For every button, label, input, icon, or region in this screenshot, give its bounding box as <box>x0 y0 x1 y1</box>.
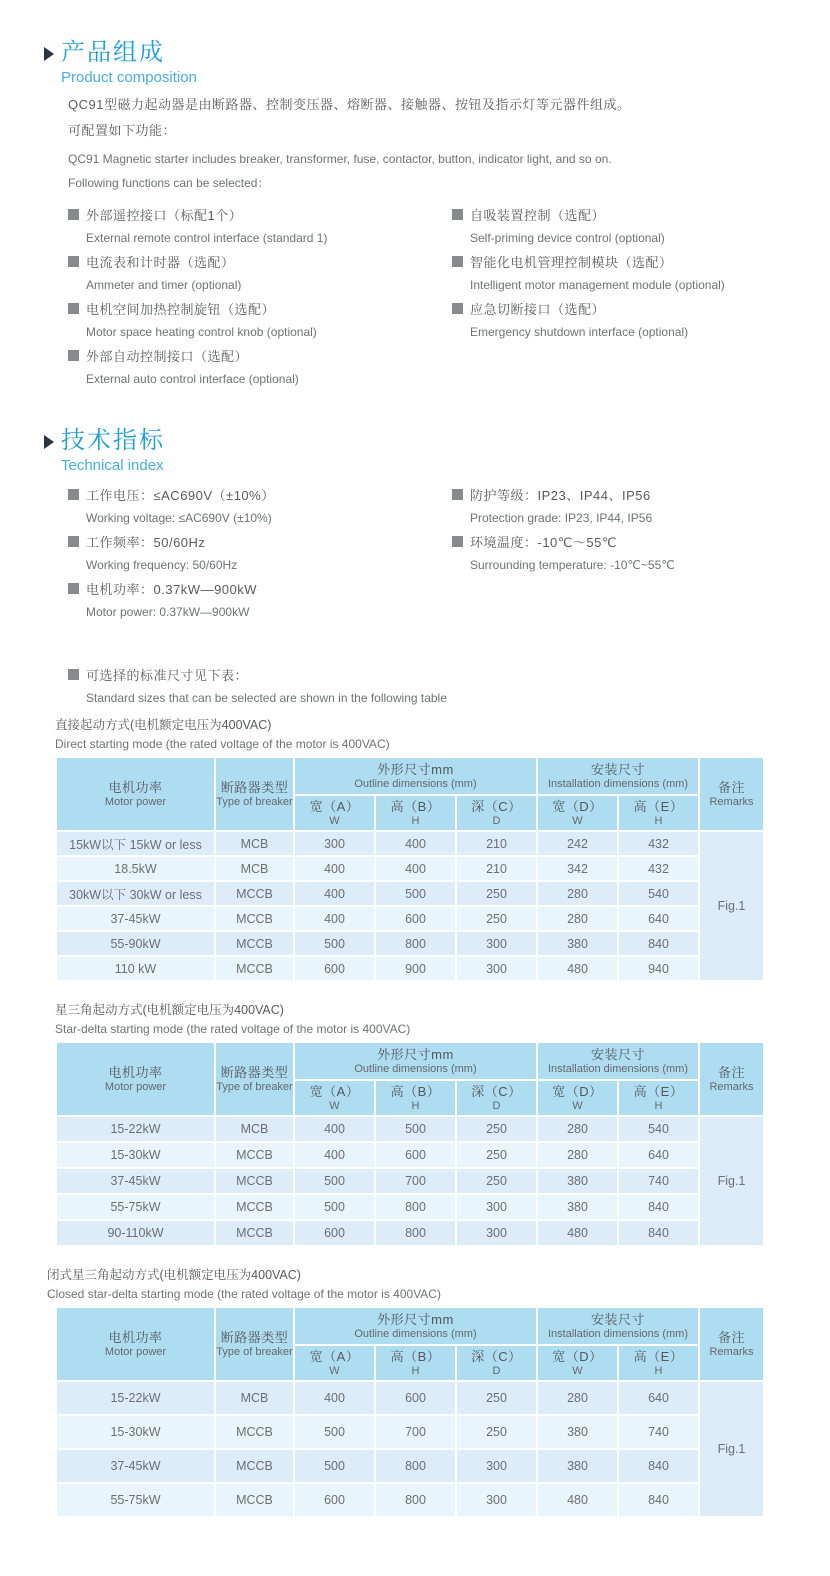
table-cell: 432 <box>618 831 699 856</box>
table-cell: 342 <box>537 856 618 881</box>
bullet-item <box>68 663 568 710</box>
bullet-square-icon <box>68 256 79 267</box>
table-cell: 380 <box>537 931 618 956</box>
table-cell: 700 <box>375 1415 456 1449</box>
bullet-square-icon <box>68 303 79 314</box>
bullet-item <box>68 297 440 344</box>
header-installation-dimensions: 安装尺寸 Installation dimensions (mm) <box>537 1307 699 1345</box>
table-row <box>56 956 764 981</box>
table-cell: 540 <box>618 1116 699 1142</box>
table-cell: 15-22kW <box>56 1116 215 1142</box>
table-row <box>56 881 764 906</box>
bullet-item-label-en: Intelligent motor management module (optional) <box>470 278 725 292</box>
bullet-item-label-cn: 电机功率：0.37kW—900kW <box>86 582 258 597</box>
bullet-item-label-cn: 工作电压：≤AC690V（±10%） <box>86 488 275 503</box>
table-cell: 600 <box>375 1142 456 1168</box>
bullet-item-label-en: Emergency shutdown interface (optional) <box>470 325 689 339</box>
bullet-square-icon <box>452 303 463 314</box>
table-header <box>56 1307 764 1381</box>
table-cell: 30kW以下 30kW or less <box>56 881 215 906</box>
table-cell: 500 <box>294 1449 375 1483</box>
table-cell: 640 <box>618 1142 699 1168</box>
table-cell: 400 <box>294 906 375 931</box>
table-cell: 400 <box>294 1381 375 1415</box>
table2-title-cn: 星三角起动方式(电机额定电压为400VAC) <box>55 1003 284 1017</box>
bullet-item <box>68 203 440 250</box>
table-cell: 55-75kW <box>56 1194 215 1220</box>
table-group-closed-star-delta <box>47 1266 765 1518</box>
bullet-item-label-en: External auto control interface (optional) <box>86 372 299 386</box>
bullet-item-label-cn: 应急切断接口（选配） <box>470 302 606 317</box>
bullet-item-label-en: External remote control interface (standard 1) <box>86 231 328 245</box>
table-cell: 380 <box>537 1168 618 1194</box>
table-cell: 15kW以下 15kW or less <box>56 831 215 856</box>
bullet-item <box>68 250 440 297</box>
bullet-square-icon <box>452 209 463 220</box>
section2-subtitle: Technical index <box>61 457 164 474</box>
bullet-square-icon <box>452 256 463 267</box>
table-row <box>56 1194 764 1220</box>
table-cell: 210 <box>456 856 537 881</box>
table-cell: 500 <box>375 881 456 906</box>
table-cell: 250 <box>456 1381 537 1415</box>
header-width-a: 宽（A） W <box>294 1080 375 1116</box>
table-cell: 280 <box>537 881 618 906</box>
table-cell: MCCB <box>215 1483 294 1517</box>
table-group-star-delta <box>55 1001 765 1247</box>
table-cell: MCCB <box>215 881 294 906</box>
table-cell: 400 <box>294 856 375 881</box>
table-cell: 55-75kW <box>56 1483 215 1517</box>
header-outline-dimensions: 外形尺寸mm Outline dimensions (mm) <box>294 1042 537 1080</box>
table-cell: 600 <box>375 1381 456 1415</box>
remarks-cell: Fig.1 <box>699 1116 764 1246</box>
table-row <box>56 1381 764 1415</box>
bullet-item-label-cn: 电机空间加热控制旋钮（选配） <box>86 302 276 317</box>
header-width-d: 宽（D） W <box>537 1080 618 1116</box>
bullet-square-icon <box>68 209 79 220</box>
table-cell: 55-90kW <box>56 931 215 956</box>
bullet-item-label-en: Motor space heating control knob (optional) <box>86 325 317 339</box>
bullet-item-label-cn: 工作频率：50/60Hz <box>86 535 206 550</box>
section2-title: 技术指标 <box>61 427 165 454</box>
table-cell: 300 <box>294 831 375 856</box>
table-cell: 740 <box>618 1168 699 1194</box>
table-cell: 900 <box>375 956 456 981</box>
table-group-direct-start <box>55 716 765 982</box>
bullet-item <box>452 483 824 530</box>
table-row <box>56 1142 764 1168</box>
table-cell: 300 <box>456 931 537 956</box>
table-cell: 90-110kW <box>56 1220 215 1246</box>
bullet-square-icon <box>68 583 79 594</box>
table-row <box>56 906 764 931</box>
table-cell: 400 <box>294 881 375 906</box>
spec-list-left <box>68 483 440 624</box>
table-cell: 500 <box>294 931 375 956</box>
table-cell: MCCB <box>215 1449 294 1483</box>
bullet-item-label-cn: 外部遥控接口（标配1个） <box>86 208 243 223</box>
intro-line-en-1: QC91 Magnetic starter includes breaker, transformer, fuse, contactor, button, indicator light, and so on. <box>68 152 612 166</box>
header-installation-dimensions: 安装尺寸 Installation dimensions (mm) <box>537 1042 699 1080</box>
table-cell: 37-45kW <box>56 1449 215 1483</box>
table-cell: 250 <box>456 1116 537 1142</box>
table-cell: 300 <box>456 1483 537 1517</box>
table-cell: 500 <box>294 1415 375 1449</box>
header-outline-dimensions: 外形尺寸mm Outline dimensions (mm) <box>294 1307 537 1345</box>
intro-line-cn-1: QC91型磁力起动器是由断路器、控制变压器、熔断器、接触器、按钮及指示灯等元器件组成。 <box>68 97 631 112</box>
table-cell: 740 <box>618 1415 699 1449</box>
bullet-item-label-cn: 智能化电机管理控制模块（选配） <box>470 255 673 270</box>
table-cell: 250 <box>456 1142 537 1168</box>
table-cell: 380 <box>537 1415 618 1449</box>
table-row <box>56 1116 764 1142</box>
table-cell: 600 <box>294 956 375 981</box>
header-height-b: 高（B） H <box>375 795 456 831</box>
section-arrow-icon <box>44 47 54 61</box>
table-row <box>56 1415 764 1449</box>
header-outline-dimensions: 外形尺寸mm Outline dimensions (mm) <box>294 757 537 795</box>
bullet-item <box>68 344 440 391</box>
table2-title-en: Star-delta starting mode (the rated voltage of the motor is 400VAC) <box>55 1022 411 1036</box>
bullet-item-label-cn: 可选择的标准尺寸见下表： <box>86 668 249 683</box>
header-depth-c: 深（C） D <box>456 795 537 831</box>
dimension-table-star-delta <box>55 1041 765 1247</box>
table-cell: 600 <box>294 1220 375 1246</box>
dimension-table-closed-star-delta <box>55 1306 765 1518</box>
bullet-item-label-en: Working voltage: ≤AC690V (±10%) <box>86 511 272 525</box>
table-cell: 800 <box>375 931 456 956</box>
bullet-item-label-cn: 自吸装置控制（选配） <box>470 208 606 223</box>
table-cell: 600 <box>375 906 456 931</box>
table-cell: MCCB <box>215 1168 294 1194</box>
bullet-item-label-en: Self-priming device control (optional) <box>470 231 665 245</box>
table-cell: 300 <box>456 1449 537 1483</box>
table-cell: 840 <box>618 931 699 956</box>
table1-title-cn: 直接起动方式(电机额定电压为400VAC) <box>55 718 272 732</box>
table-cell: 15-30kW <box>56 1415 215 1449</box>
header-motor-power: 电机功率 Motor power <box>56 1042 215 1116</box>
table-cell: 800 <box>375 1483 456 1517</box>
section1-subtitle: Product composition <box>61 69 197 86</box>
feature-list-right <box>452 203 824 344</box>
header-breaker-type: 断路器类型 Type of breaker <box>215 1042 294 1116</box>
remarks-cell: Fig.1 <box>699 831 764 981</box>
bullet-item <box>68 530 440 577</box>
table-row <box>56 1220 764 1246</box>
header-height-b: 高（B） H <box>375 1345 456 1381</box>
table-cell: 800 <box>375 1449 456 1483</box>
table-cell: 280 <box>537 1381 618 1415</box>
table3-title-cn: 闭式星三角起动方式(电机额定电压为400VAC) <box>47 1268 301 1282</box>
bullet-item-label-en: Protection grade: IP23, IP44, IP56 <box>470 511 653 525</box>
bullet-square-icon <box>452 536 463 547</box>
table-cell: MCB <box>215 1116 294 1142</box>
table-cell: 400 <box>375 856 456 881</box>
header-remarks: 备注 Remarks <box>699 1307 764 1381</box>
table-header <box>56 757 764 831</box>
bullet-item-label-cn: 外部自动控制接口（选配） <box>86 349 249 364</box>
bullet-item-label-en: Standard sizes that can be selected are shown in the following table <box>86 691 447 705</box>
table-cell: 840 <box>618 1220 699 1246</box>
table-cell: 500 <box>294 1168 375 1194</box>
table-cell: 300 <box>456 1220 537 1246</box>
table-cell: 37-45kW <box>56 906 215 931</box>
table-cell: 940 <box>618 956 699 981</box>
table-cell: 480 <box>537 1483 618 1517</box>
bullet-item <box>452 297 824 344</box>
table-cell: 480 <box>537 956 618 981</box>
table-cell: 400 <box>294 1116 375 1142</box>
header-motor-power: 电机功率 Motor power <box>56 757 215 831</box>
table3-title-en: Closed star-delta starting mode (the rated voltage of the motor is 400VAC) <box>47 1287 441 1301</box>
bullet-square-icon <box>68 489 79 500</box>
bullet-item <box>68 483 440 530</box>
table-cell: 640 <box>618 906 699 931</box>
table-cell: 500 <box>375 1116 456 1142</box>
header-motor-power: 电机功率 Motor power <box>56 1307 215 1381</box>
header-installation-dimensions: 安装尺寸 Installation dimensions (mm) <box>537 757 699 795</box>
table-cell: 380 <box>537 1194 618 1220</box>
table-cell: MCCB <box>215 1415 294 1449</box>
feature-list-left <box>68 203 440 391</box>
table-cell: 300 <box>456 1194 537 1220</box>
table-cell: 280 <box>537 1116 618 1142</box>
table-cell: MCCB <box>215 906 294 931</box>
bullet-item <box>452 203 824 250</box>
bullet-item <box>68 577 440 624</box>
table-cell: 242 <box>537 831 618 856</box>
bullet-square-icon <box>68 669 79 680</box>
bullet-item-label-en: Working frequency: 50/60Hz <box>86 558 238 572</box>
table-row <box>56 856 764 881</box>
section-product-composition-header <box>44 40 197 86</box>
table-cell: MCCB <box>215 1220 294 1246</box>
table-cell: MCB <box>215 1381 294 1415</box>
table-header <box>56 1042 764 1116</box>
header-width-a: 宽（A） W <box>294 795 375 831</box>
table-row <box>56 1449 764 1483</box>
remarks-cell: Fig.1 <box>699 1381 764 1517</box>
header-height-e: 高（E） H <box>618 1080 699 1116</box>
table-cell: 700 <box>375 1168 456 1194</box>
table-cell: 640 <box>618 1381 699 1415</box>
table-cell: 840 <box>618 1449 699 1483</box>
standard-size-note <box>68 663 568 710</box>
table-cell: 800 <box>375 1194 456 1220</box>
table-cell: 400 <box>375 831 456 856</box>
header-height-b: 高（B） H <box>375 1080 456 1116</box>
table-cell: 210 <box>456 831 537 856</box>
table-cell: 250 <box>456 1168 537 1194</box>
table-cell: MCCB <box>215 1142 294 1168</box>
bullet-item <box>452 250 824 297</box>
header-depth-c: 深（C） D <box>456 1345 537 1381</box>
section1-title: 产品组成 <box>61 39 165 66</box>
intro-line-en-2: Following functions can be selected： <box>68 176 270 190</box>
table-cell: 37-45kW <box>56 1168 215 1194</box>
table-cell: 840 <box>618 1483 699 1517</box>
header-breaker-type: 断路器类型 Type of breaker <box>215 1307 294 1381</box>
table-cell: 300 <box>456 956 537 981</box>
table-cell: 540 <box>618 881 699 906</box>
table-cell: MCB <box>215 856 294 881</box>
table-cell: 840 <box>618 1194 699 1220</box>
table-cell: 400 <box>294 1142 375 1168</box>
table1-title-en: Direct starting mode (the rated voltage of the motor is 400VAC) <box>55 737 390 751</box>
section-technical-index-header <box>44 428 165 474</box>
bullet-square-icon <box>452 489 463 500</box>
bullet-item-label-en: Surrounding temperature: -10℃~55℃ <box>470 558 675 572</box>
intro-line-cn-2: 可配置如下功能： <box>68 123 177 138</box>
table-cell: MCCB <box>215 931 294 956</box>
header-height-e: 高（E） H <box>618 795 699 831</box>
bullet-item-label-cn: 环境温度：-10℃～55℃ <box>470 535 617 550</box>
spec-list-right <box>452 483 824 577</box>
table-cell: 380 <box>537 1449 618 1483</box>
table-row <box>56 931 764 956</box>
table-row <box>56 1483 764 1517</box>
bullet-item <box>452 530 824 577</box>
table-cell: 500 <box>294 1194 375 1220</box>
table-cell: MCB <box>215 831 294 856</box>
table-cell: 250 <box>456 906 537 931</box>
table-cell: 15-30kW <box>56 1142 215 1168</box>
bullet-item-label-en: Ammeter and timer (optional) <box>86 278 242 292</box>
table-cell: 280 <box>537 1142 618 1168</box>
table-cell: 15-22kW <box>56 1381 215 1415</box>
bullet-item-label-cn: 电流表和计时器（选配） <box>86 255 235 270</box>
table-cell: 800 <box>375 1220 456 1246</box>
table-row <box>56 1168 764 1194</box>
table-cell: MCCB <box>215 1194 294 1220</box>
table-cell: 250 <box>456 881 537 906</box>
intro-paragraphs <box>68 92 788 195</box>
table-cell: 280 <box>537 906 618 931</box>
table-row <box>56 831 764 856</box>
table-cell: 110 kW <box>56 956 215 981</box>
header-width-a: 宽（A） W <box>294 1345 375 1381</box>
header-remarks: 备注 Remarks <box>699 1042 764 1116</box>
table-cell: 600 <box>294 1483 375 1517</box>
section-arrow-icon <box>44 435 54 449</box>
bullet-item-label-cn: 防护等级：IP23、IP44、IP56 <box>470 488 651 503</box>
header-width-d: 宽（D） W <box>537 1345 618 1381</box>
bullet-square-icon <box>68 350 79 361</box>
table-cell: MCCB <box>215 956 294 981</box>
bullet-item-label-en: Motor power: 0.37kW—900kW <box>86 605 250 619</box>
bullet-square-icon <box>68 536 79 547</box>
header-remarks: 备注 Remarks <box>699 757 764 831</box>
header-width-d: 宽（D） W <box>537 795 618 831</box>
table-cell: 480 <box>537 1220 618 1246</box>
table-cell: 250 <box>456 1415 537 1449</box>
table-cell: 432 <box>618 856 699 881</box>
header-height-e: 高（E） H <box>618 1345 699 1381</box>
header-depth-c: 深（C） D <box>456 1080 537 1116</box>
header-breaker-type: 断路器类型 Type of breaker <box>215 757 294 831</box>
dimension-table-direct-start <box>55 756 765 982</box>
table-cell: 18.5kW <box>56 856 215 881</box>
